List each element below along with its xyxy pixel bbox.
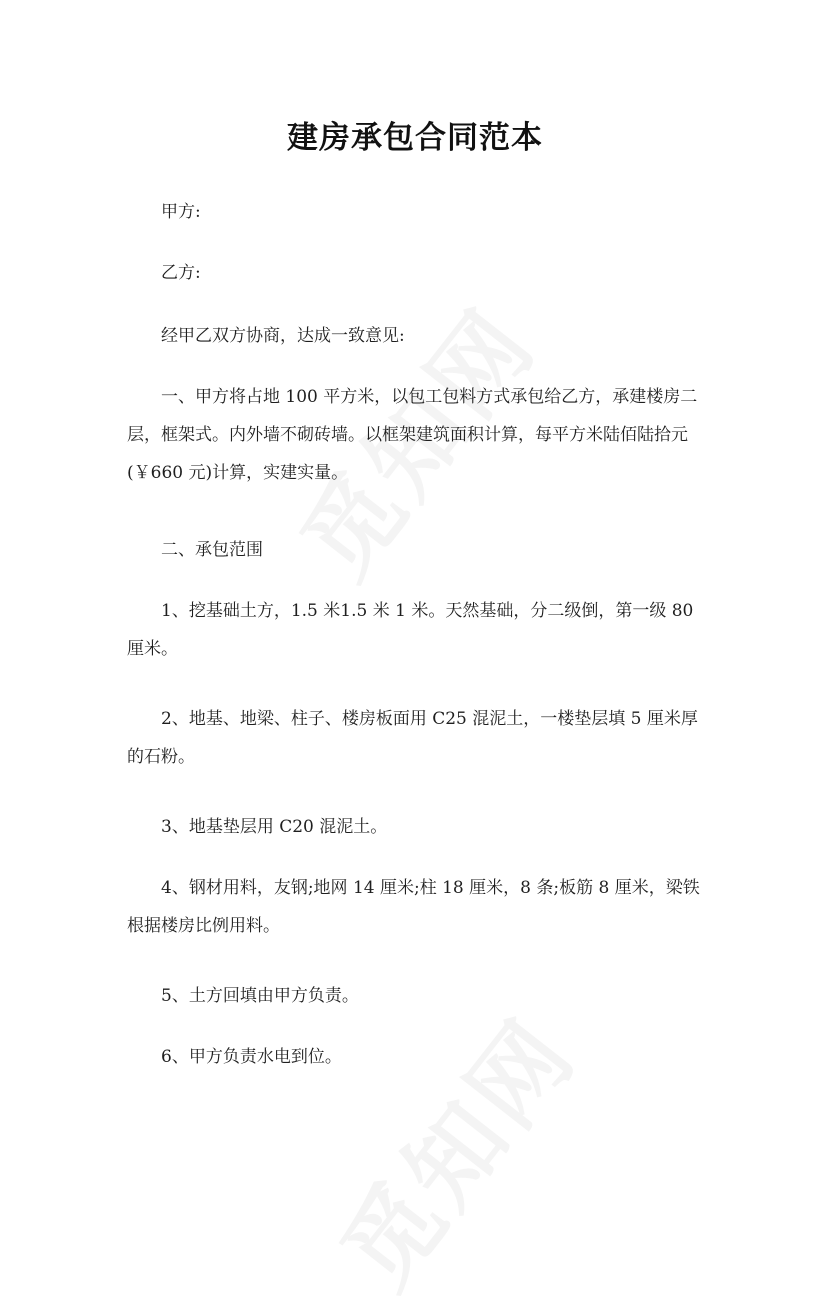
- scope-item-3: 3、地基垫层用 C20 混泥土。: [161, 817, 388, 837]
- document-title: 建房承包合同范本: [287, 120, 543, 156]
- scope-item-4: 4、钢材用料，友钢;地网 14 厘米;柱 18 厘米，8 条;板筋 8 厘米，梁铁根据楼房比例用料。: [127, 878, 700, 936]
- scope-item-1: 1、挖基础土方，1.5 米1.5 米 1 米。天然基础，分二级倒，第一级 80 厘米。: [127, 601, 694, 659]
- scope-item-5: 5、土方回填由甲方负责。: [161, 986, 359, 1006]
- clause-one: 一、甲方将占地 100 平方米，以包工包料方式承包给乙方，承建楼房二层，框架式。内外墙不砌砖墙。以框架建筑面积计算，每平方米陆佰陆拾元(￥660 元)计算，实建实量。: [127, 387, 698, 483]
- scope-item-6: 6、甲方负责水电到位。: [161, 1047, 342, 1067]
- agreement-intro: 经甲乙双方协商，达成一致意见:: [161, 326, 405, 346]
- watermark: [305, 986, 601, 1311]
- scope-item-2: 2、地基、地梁、柱子、楼房板面用 C25 混泥土，一楼垫层填 5 厘米厚的石粉。: [127, 709, 698, 767]
- section-heading-scope: 二、承包范围: [161, 540, 263, 560]
- party-b-line: 乙方:: [161, 263, 201, 283]
- party-a-line: 甲方:: [161, 202, 201, 222]
